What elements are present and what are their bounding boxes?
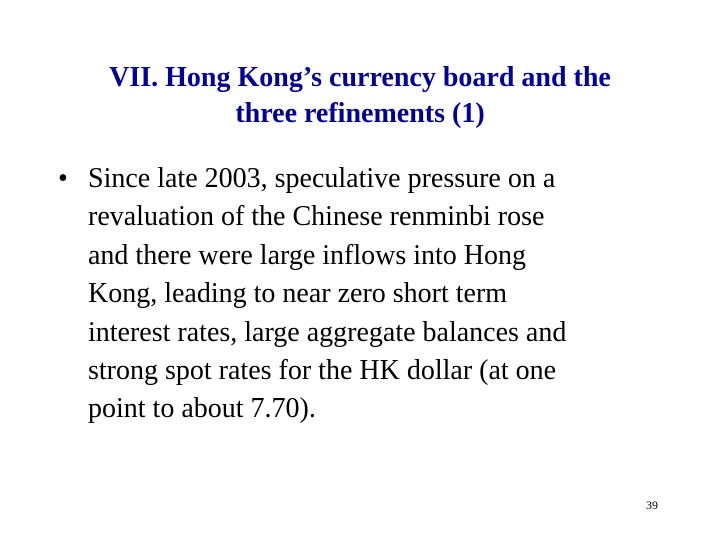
bullet-text bbox=[88, 160, 658, 429]
page-number: 39 bbox=[646, 498, 658, 512]
slide-title-line-1: VII. Hong Kong’s currency board and the bbox=[109, 62, 611, 93]
slide-title-line-2: three refinements (1) bbox=[235, 98, 485, 129]
bullet-text-line-5: interest rates, large aggregate balances and bbox=[88, 316, 567, 348]
bullet-text-line-2: revaluation of the Chinese renminbi rose bbox=[88, 201, 545, 233]
slide-title bbox=[40, 60, 680, 132]
bullet-text-line-3: and there were large inflows into Hong bbox=[88, 239, 527, 271]
bullet-text-line-7: point to about 7.70). bbox=[88, 393, 316, 425]
slide-body bbox=[58, 160, 658, 429]
bullet-text-line-4: Kong, leading to near zero short term bbox=[88, 278, 508, 310]
bullet-item bbox=[58, 160, 658, 429]
bullet-text-line-1: Since late 2003, speculative pressure on a bbox=[88, 163, 556, 194]
bullet-text-line-6: strong spot rates for the HK dollar (at one bbox=[88, 355, 557, 387]
bullet-marker: • bbox=[58, 163, 68, 194]
